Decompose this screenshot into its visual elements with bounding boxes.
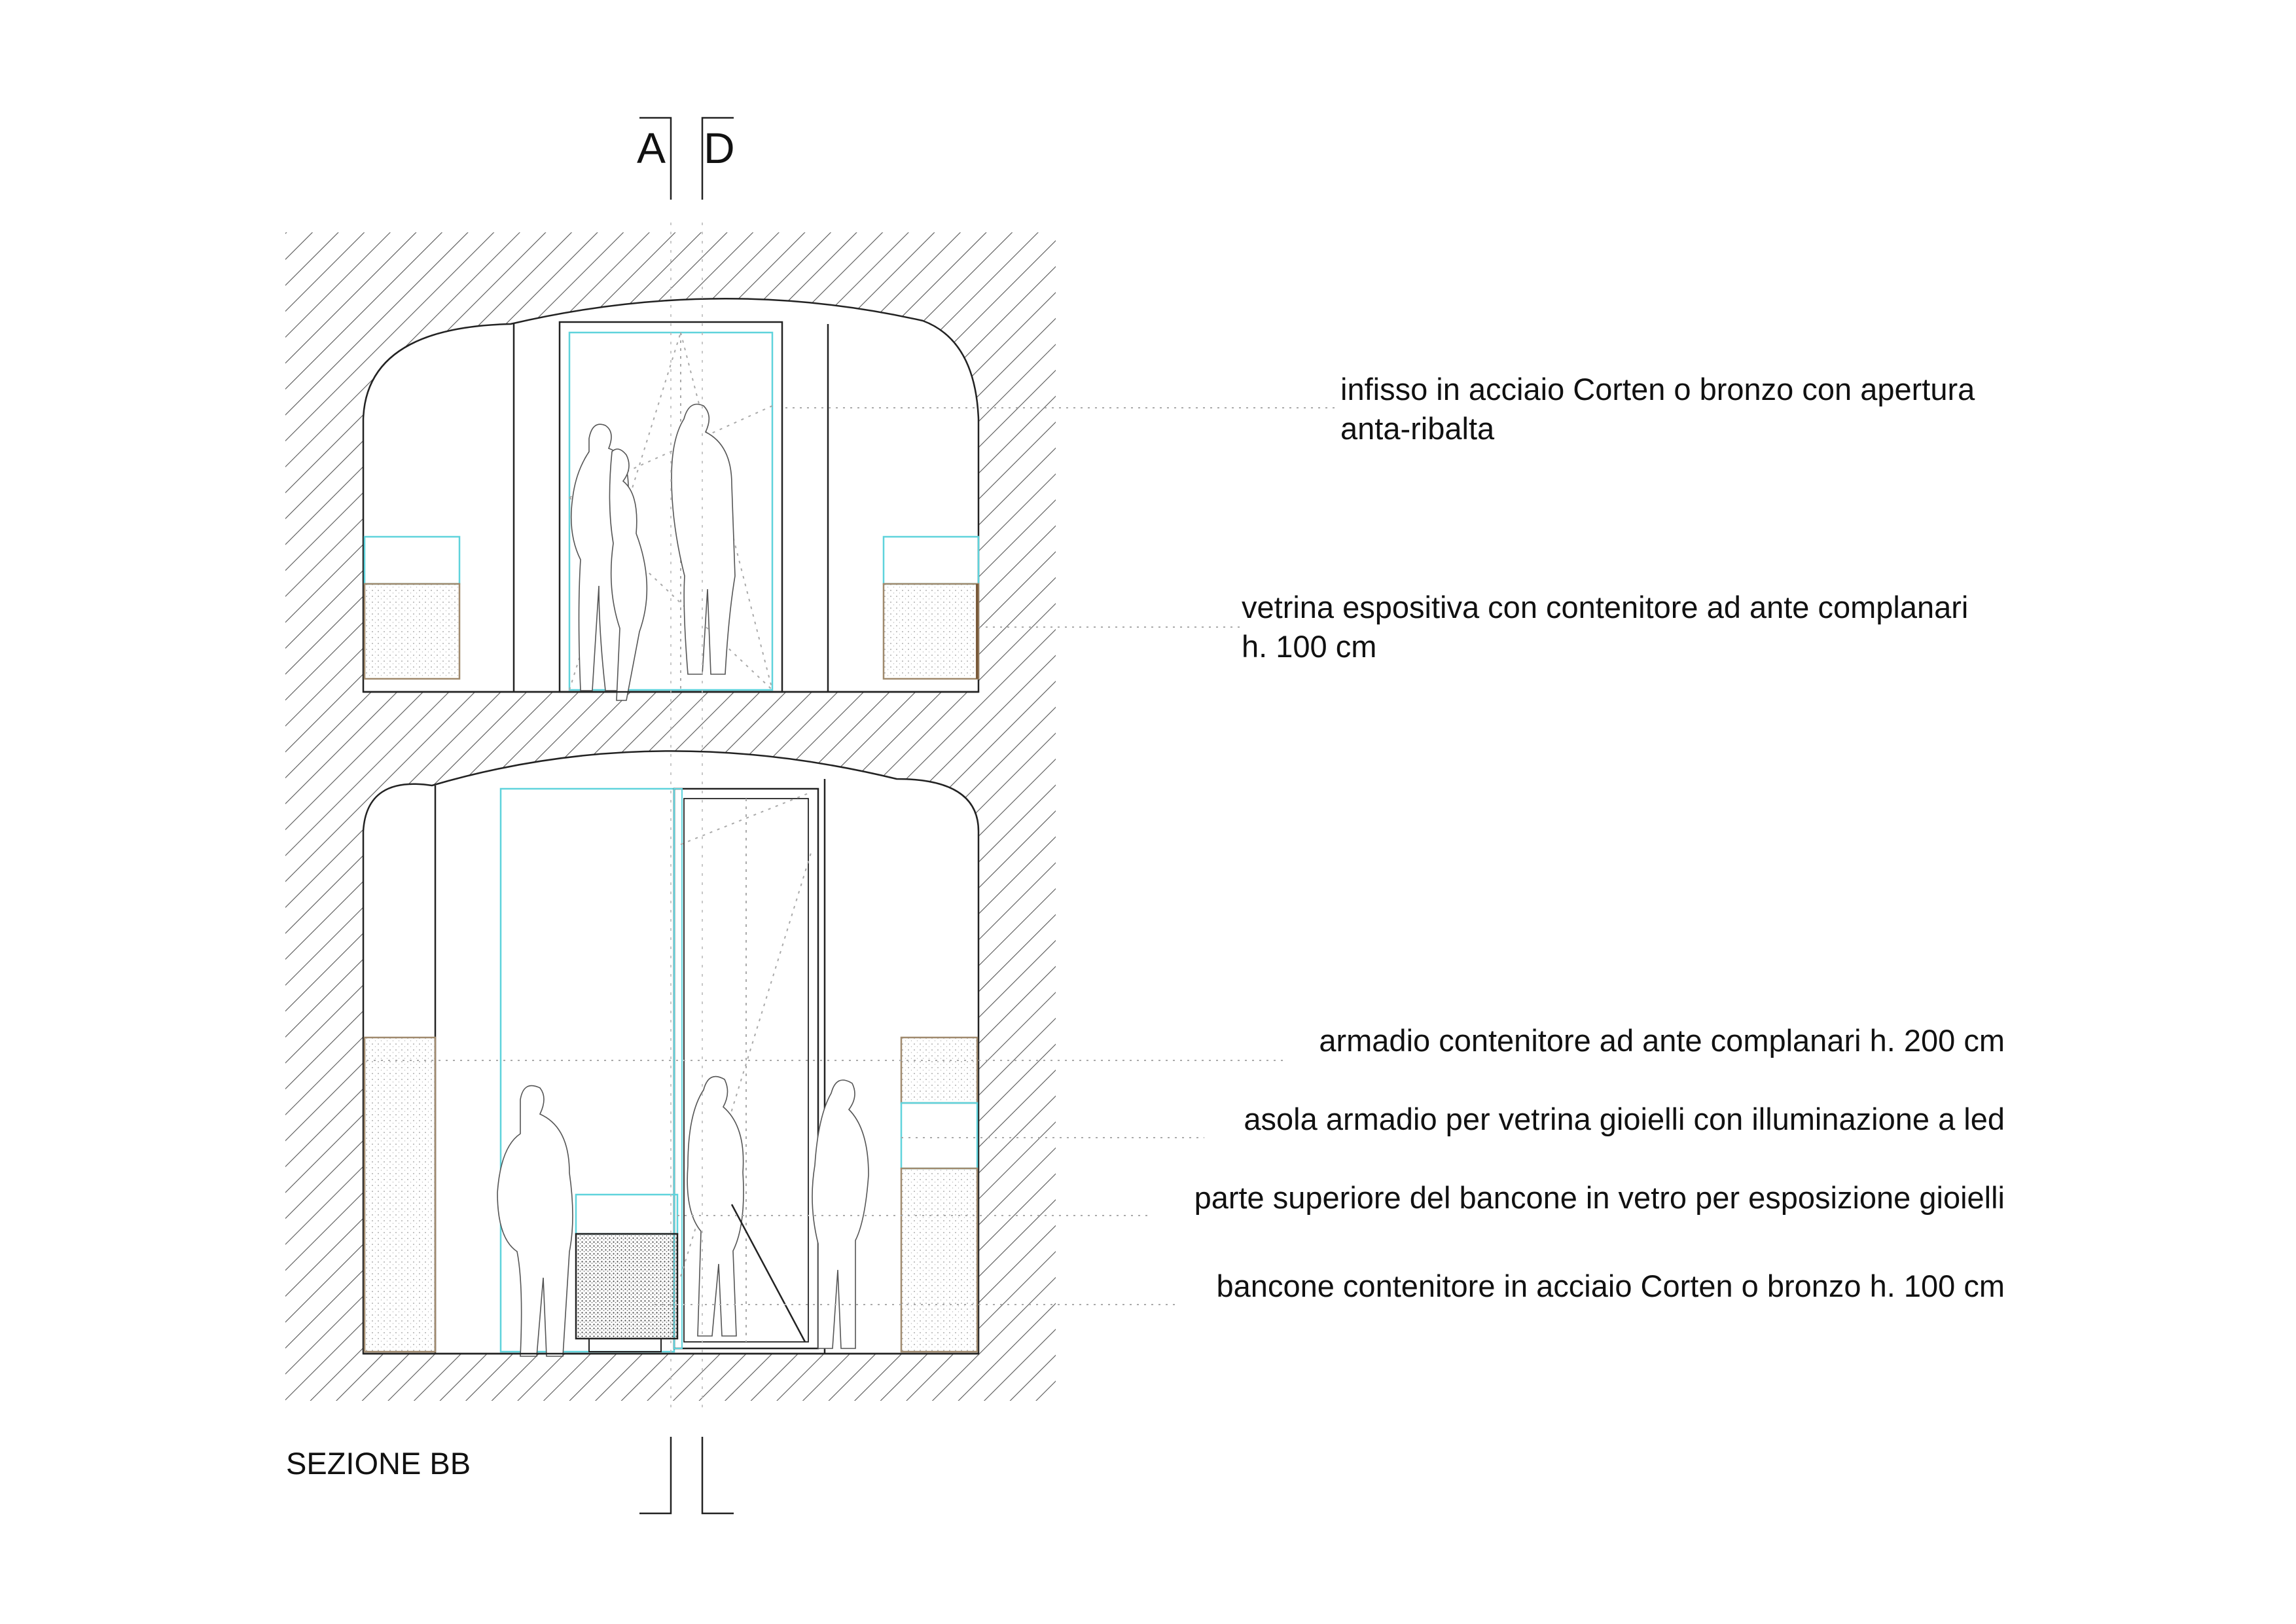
annotation-line: anta-ribalta: [1340, 411, 1495, 446]
counter-body: [576, 1234, 677, 1339]
lower-floor: [363, 751, 978, 1356]
annotation-line: armadio contenitore ad ante complanari h. 200 cm: [1319, 1023, 2005, 1058]
annotation-parte-superiore: [1194, 1178, 2005, 1218]
annotation-bancone: [1217, 1267, 2005, 1306]
annotation-armadio: [1319, 1021, 2005, 1060]
annotation-line: vetrina espositiva con contenitore ad ante complanari: [1242, 590, 1969, 624]
display-case-right: [884, 584, 978, 679]
section-cut-label-d: D: [704, 124, 735, 172]
annotation-vetrina: [1242, 588, 1968, 666]
wardrobe-right-upper: [901, 1038, 977, 1103]
wardrobe-right-lower: [901, 1168, 977, 1352]
annotation-line: bancone contenitore in acciaio Corten o bronzo h. 100 cm: [1216, 1269, 2005, 1303]
annotation-line: infisso in acciaio Corten o bronzo con apertura: [1340, 372, 1975, 406]
annotation-line: parte superiore del bancone in vetro per esposizione gioielli: [1194, 1180, 2005, 1215]
display-case-left: [365, 584, 459, 679]
section-cut-label-a: A: [637, 124, 666, 172]
annotation-asola: [1244, 1100, 2005, 1139]
annotation-line: h. 100 cm: [1242, 629, 1377, 664]
annotation-line: asola armadio per vetrina gioielli con illuminazione a led: [1244, 1102, 2005, 1136]
section-title: SEZIONE BB: [286, 1446, 471, 1481]
annotation-infisso: [1340, 370, 1975, 448]
wardrobe-left: [365, 1038, 435, 1352]
